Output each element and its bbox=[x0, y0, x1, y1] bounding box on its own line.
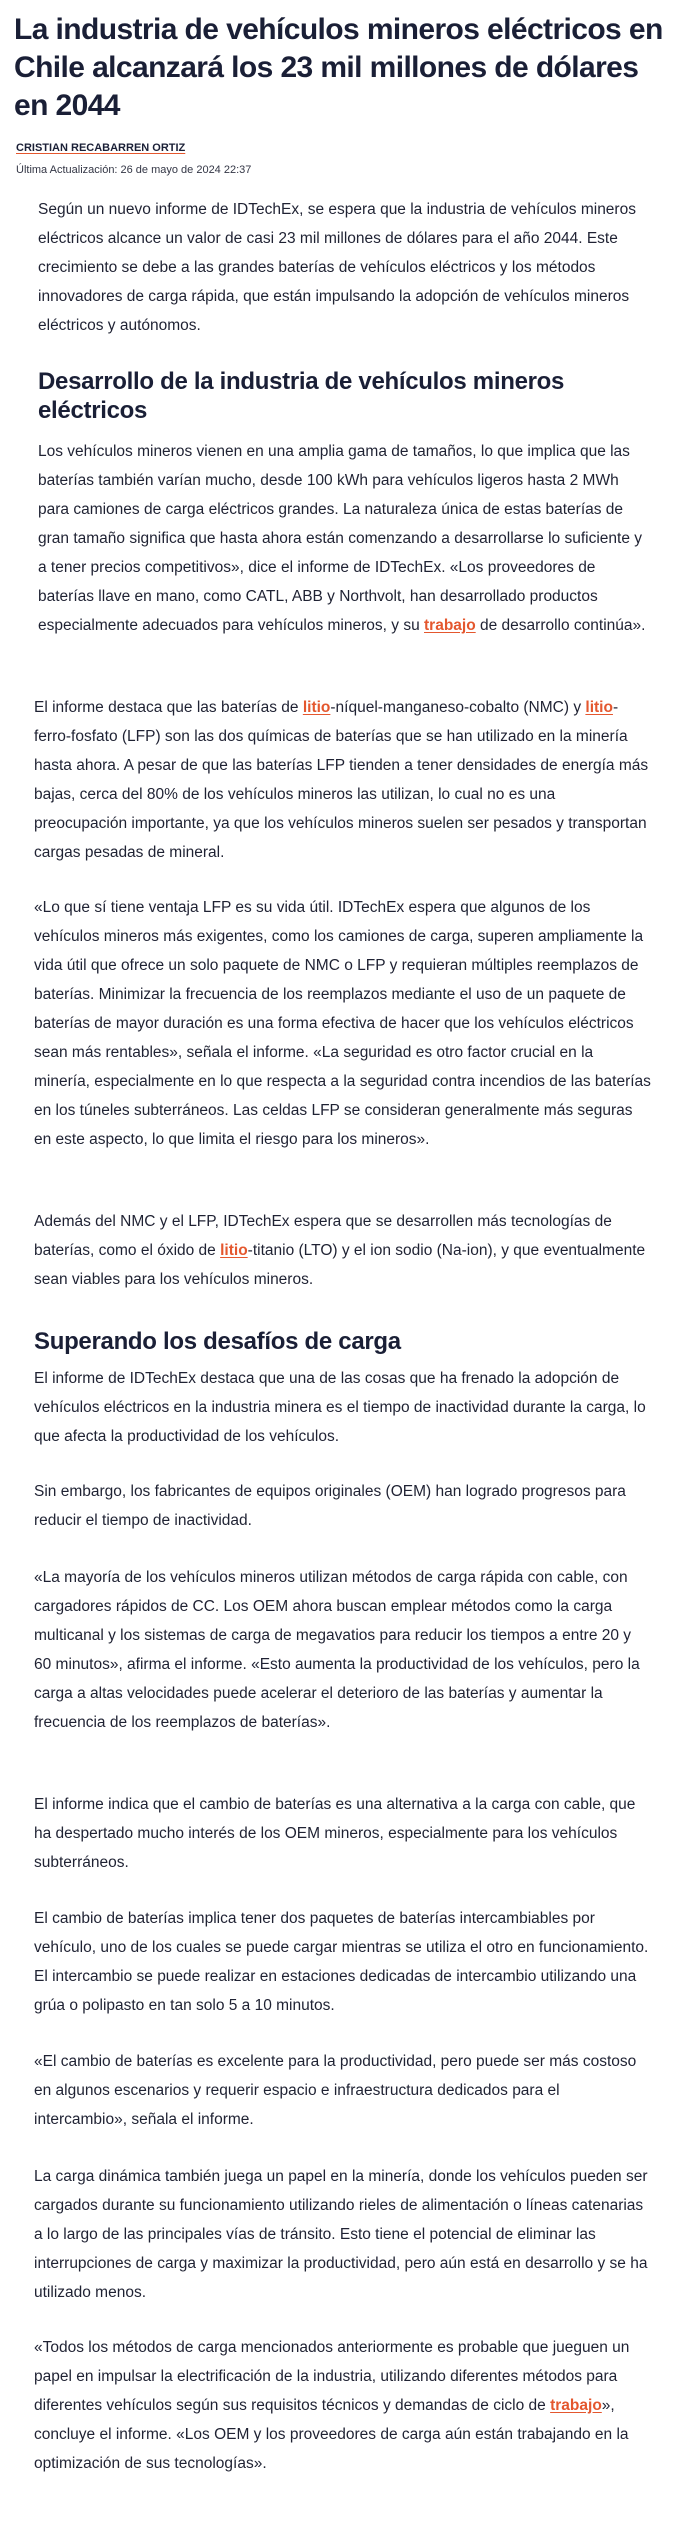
paragraph-otras-tecnologias bbox=[34, 1207, 651, 1294]
text: Además del NMC y el LFP, IDTechEx espera que se desarrollen más tecnologías de baterías, como el óxido de bbox=[34, 1213, 612, 1259]
paragraph-vida-util: «Lo que sí tiene ventaja LFP es su vida útil. IDTechEx espera que algunos de los vehículos mineros más exigentes, como los camiones de carga, superen ampliamente la vida útil que ofrece un solo paquete de NMC o LFP y requieran múltiples reemplazos de baterías. Minimizar la frecuencia de los reemplazos mediante el uso de un paquete de baterías de mayor duración es una forma efectiva de hacer que los vehículos eléctricos sean más rentables», señala el informe. «La seguridad es otro factor crucial en la minería, especialmente en lo que respecta a la seguridad contra incendios de las baterías en los túneles subterráneos. Las celdas LFP se consideran generalmente más seguras en este aspecto, lo que limita el riesgo para los mineros». bbox=[34, 899, 651, 1148]
section-heading-desarrollo: Desarrollo de la industria de vehículos mineros eléctricos bbox=[38, 368, 565, 424]
paragraph-oem-progresos: Sin embargo, los fabricantes de equipos originales (OEM) han logrado progresos para reducir el tiempo de inactividad. bbox=[34, 1483, 626, 1529]
paragraph-intercambio: El cambio de baterías implica tener dos paquetes de baterías intercambiables por vehículo, uno de los cuales se puede cargar mientras se utiliza el otro en funcionamiento. El intercambio se puede realizar en estaciones dedicadas de intercambio utilizando una grúa o polipasto en tan solo 5 a 10 minutos. bbox=[34, 1910, 649, 2014]
paragraph-conclusion bbox=[34, 2333, 651, 2478]
text: Los vehículos mineros vienen en una amplia gama de tamaños, lo que implica que las baterías también varían mucho, desde 100 kWh para vehículos ligeros hasta 2 MWh para camiones de carga eléctricos grandes. La naturaleza única de estas baterías de gran tamaño significa que hasta ahora están comenzando a desarrollarse lo suficiente y a tener precios competitivos», dice el informe de IDTechEx. «Los proveedores de baterías llave en mano, como CATL, ABB y Northvolt, han desarrollado productos especialmente adecuados para vehículos mineros, y su bbox=[38, 443, 643, 634]
trabajo-link[interactable]: trabajo bbox=[550, 2397, 602, 2414]
paragraph-carga-dinamica: La carga dinámica también juega un papel en la minería, donde los vehículos pueden ser cargados durante su funcionamiento utilizando rieles de alimentación o líneas catenarias a lo largo de las principales vías de tránsito. Esto tiene el potencial de eliminar las interrupciones de carga y maximizar la productividad, pero aún está en desarrollo y se ha utilizado menos. bbox=[34, 2168, 648, 2301]
text: -titanio (LTO) y el ion sodio (Na-ion), y que eventualmente sean viables para los vehículos mineros. bbox=[34, 1242, 646, 1288]
paragraph-cambio-baterias: El informe indica que el cambio de baterías es una alternativa a la carga con cable, que ha despertado mucho interés de los OEM mineros, especialmente para los vehículos subterráneos. bbox=[34, 1796, 636, 1871]
litio-link[interactable]: litio bbox=[220, 1242, 248, 1259]
text: El informe destaca que las baterías de bbox=[34, 699, 303, 716]
trabajo-link[interactable]: trabajo bbox=[424, 617, 476, 634]
last-updated bbox=[16, 163, 251, 177]
litio-link[interactable]: litio bbox=[302, 699, 331, 716]
last-updated-date: 26 de mayo de 2024 22:37 bbox=[120, 164, 252, 176]
article-title: La industria de vehículos mineros eléctricos en Chile alcanzará los 23 mil millones de dólares en 2044 bbox=[14, 13, 663, 122]
paragraph-tamanos bbox=[38, 437, 651, 640]
intro-paragraph: Según un nuevo informe de IDTechEx, se espera que la industria de vehículos mineros eléctricos alcance un valor de casi 23 mil millones de dólares para el año 2044. Este crecimiento se debe a las grandes baterías de vehículos eléctricos y los métodos innovadores de carga rápida, que están impulsando la adopción de vehículos mineros eléctricos y autónomos. bbox=[38, 201, 636, 334]
section-heading-carga: Superando los desafíos de carga bbox=[34, 1328, 401, 1355]
last-updated-label: Última Actualización: bbox=[16, 164, 118, 176]
text: », concluye el informe. «Los OEM y los proveedores de carga aún están trabajando en la optimización de sus tecnologías». bbox=[34, 2397, 629, 2472]
litio-link[interactable]: litio bbox=[585, 699, 613, 716]
paragraph-carga-rapida: «La mayoría de los vehículos mineros utilizan métodos de carga rápida con cable, con cargadores rápidos de CC. Los OEM ahora buscan emplear métodos como la carga multicanal y los sistemas de carga de megavatios para reducir los tiempos a entre 20 y 60 minutos», afirma el informe. «Esto aumenta la productividad de los vehículos, pero la carga a altas velocidades puede acelerar el deterioro de las baterías y aumentar la frecuencia de los reemplazos de baterías». bbox=[34, 1569, 640, 1731]
text: de desarrollo continúa». bbox=[475, 617, 646, 634]
paragraph-costos: «El cambio de baterías es excelente para la productividad, pero puede ser más costoso en algunos escenarios y requerir espacio e infraestructura dedicados para el intercambio», señala el informe. bbox=[34, 2053, 637, 2128]
text: «Todos los métodos de carga mencionados anteriormente es probable que jueguen un papel en impulsar la electrificación de la industria, utilizando diferentes métodos para diferentes vehículos según sus requisitos técnicos y demandas de ciclo de bbox=[34, 2339, 630, 2414]
paragraph-quimicas bbox=[34, 693, 651, 867]
paragraph-inactividad: El informe de IDTechEx destaca que una de las cosas que ha frenado la adopción de vehículos eléctricos en la industria minera es el tiempo de inactividad durante la carga, lo que afecta la productividad de los vehículos. bbox=[34, 1370, 646, 1445]
text: -ferro-fosfato (LFP) son las dos químicas de baterías que se han utilizado en la minería hasta ahora. A pesar de que las baterías LFP tienden a tener densidades de energía más bajas, cerca del 80% de los vehículos mineros las utilizan, lo cual no es una preocupación importante, ya que los vehículos mineros suelen ser pesados y transportan cargas pesadas de mineral. bbox=[34, 699, 649, 861]
author-link[interactable]: CRISTIAN RECABARREN ORTIZ bbox=[16, 142, 186, 154]
text: -níquel-manganeso-cobalto (NMC) y bbox=[330, 699, 586, 716]
